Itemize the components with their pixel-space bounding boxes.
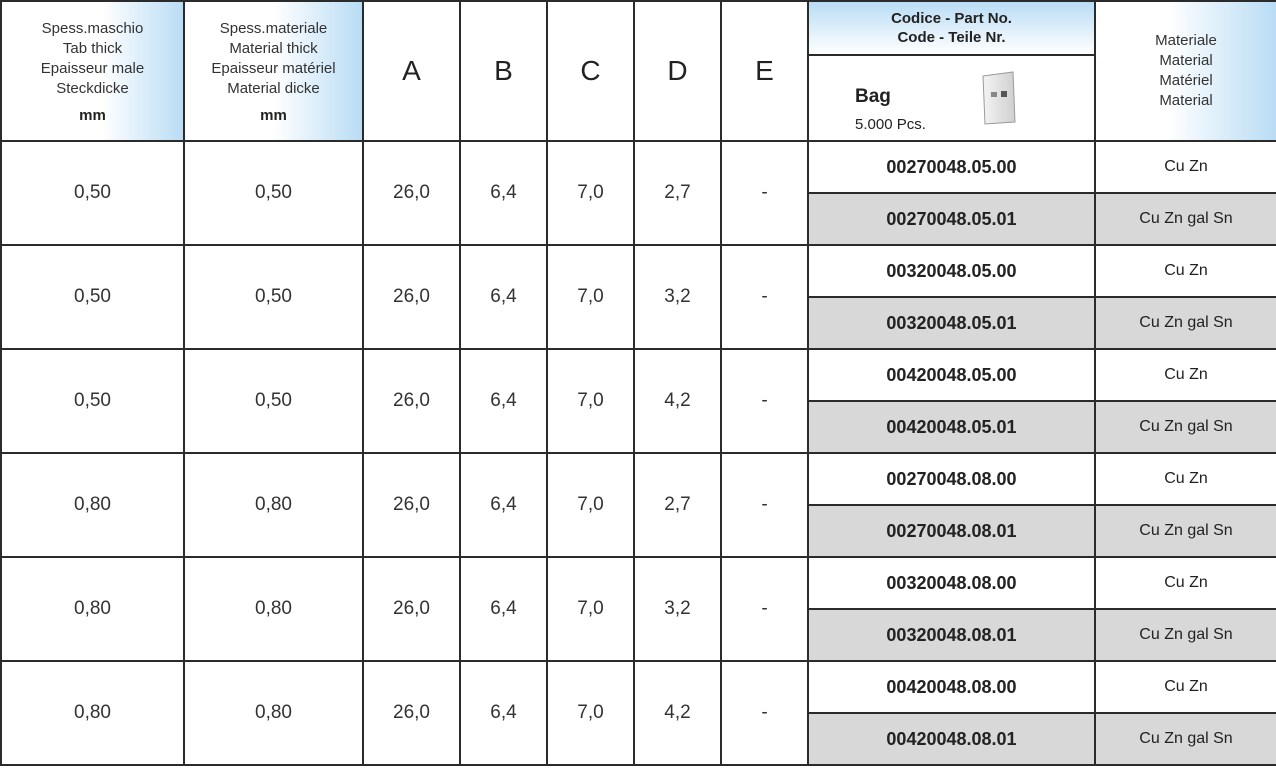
cell-material-thick: 0,50 (184, 245, 363, 349)
cell-tab-thick: 0,50 (1, 141, 184, 245)
cell-material: Cu Zn gal Sn (1095, 713, 1276, 765)
cell-a: 26,0 (363, 453, 460, 557)
cell-material: Cu Zn (1095, 557, 1276, 609)
cell-material: Cu Zn (1095, 141, 1276, 193)
header-material-thick-line: Spess.materiale (219, 19, 328, 37)
cell-c: 7,0 (547, 453, 634, 557)
cell-part-code: 00320048.05.01 (808, 297, 1095, 349)
header-material-line: Materiale (1155, 32, 1217, 49)
cell-e: - (721, 453, 808, 557)
cell-part-code: 00320048.08.01 (808, 609, 1095, 661)
cell-part-code: 00420048.08.01 (808, 713, 1095, 765)
header-material-line: Material (1159, 52, 1213, 69)
cell-a: 26,0 (363, 245, 460, 349)
cell-tab-thick: 0,50 (1, 349, 184, 453)
bag-icon (979, 70, 1019, 131)
cell-material: Cu Zn gal Sn (1095, 401, 1276, 453)
cell-material: Cu Zn gal Sn (1095, 193, 1276, 245)
cell-d: 2,7 (634, 141, 721, 245)
header-material-thick-line: Material thick (229, 39, 318, 57)
cell-tab-thick: 0,80 (1, 453, 184, 557)
table-row (1, 349, 1276, 401)
table-row (1, 557, 1276, 609)
header-tab-thick-line: Spess.maschio (41, 19, 144, 37)
cell-c: 7,0 (547, 349, 634, 453)
cell-material-thick: 0,80 (184, 661, 363, 765)
header-code-line1: Codice - Part No. (891, 10, 1012, 27)
cell-part-code: 00270048.05.01 (808, 193, 1095, 245)
table-row (1, 141, 1276, 193)
cell-c: 7,0 (547, 557, 634, 661)
cell-part-code: 00320048.05.00 (808, 245, 1095, 297)
header-tab-thick-line: Tab thick (62, 39, 123, 57)
cell-tab-thick: 0,80 (1, 557, 184, 661)
header-code-line2: Code - Teile Nr. (897, 29, 1006, 46)
header-code (808, 1, 1095, 55)
cell-e: - (721, 661, 808, 765)
cell-a: 26,0 (363, 661, 460, 765)
cell-material-thick: 0,50 (184, 349, 363, 453)
cell-material: Cu Zn gal Sn (1095, 505, 1276, 557)
cell-c: 7,0 (547, 661, 634, 765)
cell-c: 7,0 (547, 245, 634, 349)
header-col-c: C (547, 1, 634, 141)
cell-d: 4,2 (634, 349, 721, 453)
header-tab-thick-unit: mm (79, 106, 106, 124)
header-tab-thick (1, 1, 184, 141)
cell-material: Cu Zn (1095, 349, 1276, 401)
bag-pieces: 5.000 Pcs. (855, 116, 926, 133)
cell-material: Cu Zn (1095, 661, 1276, 713)
header-material-thick-line: Epaisseur matériel (211, 59, 336, 77)
cell-material-thick: 0,80 (184, 453, 363, 557)
cell-b: 6,4 (460, 141, 547, 245)
table-header (1, 1, 1276, 141)
cell-part-code: 00420048.05.01 (808, 401, 1095, 453)
cell-d: 2,7 (634, 453, 721, 557)
cell-d: 4,2 (634, 661, 721, 765)
table-row (1, 453, 1276, 505)
cell-e: - (721, 245, 808, 349)
cell-part-code: 00270048.05.00 (808, 141, 1095, 193)
cell-part-code: 00270048.08.00 (808, 453, 1095, 505)
cell-material-thick: 0,50 (184, 141, 363, 245)
cell-material: Cu Zn (1095, 453, 1276, 505)
header-material-line: Matériel (1159, 72, 1213, 89)
header-material-line: Material (1159, 92, 1213, 109)
header-bag (808, 55, 1095, 141)
table-body (1, 141, 1276, 765)
cell-b: 6,4 (460, 557, 547, 661)
cell-b: 6,4 (460, 245, 547, 349)
cell-a: 26,0 (363, 141, 460, 245)
header-material-thick (184, 1, 363, 141)
cell-tab-thick: 0,50 (1, 245, 184, 349)
table-row (1, 245, 1276, 297)
cell-d: 3,2 (634, 245, 721, 349)
cell-material: Cu Zn gal Sn (1095, 297, 1276, 349)
cell-b: 6,4 (460, 453, 547, 557)
header-material-thick-unit: mm (260, 106, 287, 124)
bag-label: Bag (855, 86, 891, 107)
header-col-d: D (634, 1, 721, 141)
header-col-b: B (460, 1, 547, 141)
cell-d: 3,2 (634, 557, 721, 661)
cell-part-code: 00320048.08.00 (808, 557, 1095, 609)
cell-e: - (721, 557, 808, 661)
cell-part-code: 00270048.08.01 (808, 505, 1095, 557)
cell-c: 7,0 (547, 141, 634, 245)
cell-material: Cu Zn (1095, 245, 1276, 297)
cell-tab-thick: 0,80 (1, 661, 184, 765)
cell-part-code: 00420048.05.00 (808, 349, 1095, 401)
table-row (1, 661, 1276, 713)
header-tab-thick-line: Steckdicke (56, 79, 129, 97)
cell-e: - (721, 141, 808, 245)
cell-material-thick: 0,80 (184, 557, 363, 661)
header-col-a: A (363, 1, 460, 141)
cell-a: 26,0 (363, 349, 460, 453)
cell-b: 6,4 (460, 349, 547, 453)
header-material (1095, 1, 1276, 141)
cell-material: Cu Zn gal Sn (1095, 609, 1276, 661)
header-material-thick-line: Material dicke (227, 79, 320, 97)
cell-b: 6,4 (460, 661, 547, 765)
cell-part-code: 00420048.08.00 (808, 661, 1095, 713)
header-col-e: E (721, 1, 808, 141)
cell-a: 26,0 (363, 557, 460, 661)
cell-e: - (721, 349, 808, 453)
header-tab-thick-line: Epaisseur male (40, 59, 145, 77)
